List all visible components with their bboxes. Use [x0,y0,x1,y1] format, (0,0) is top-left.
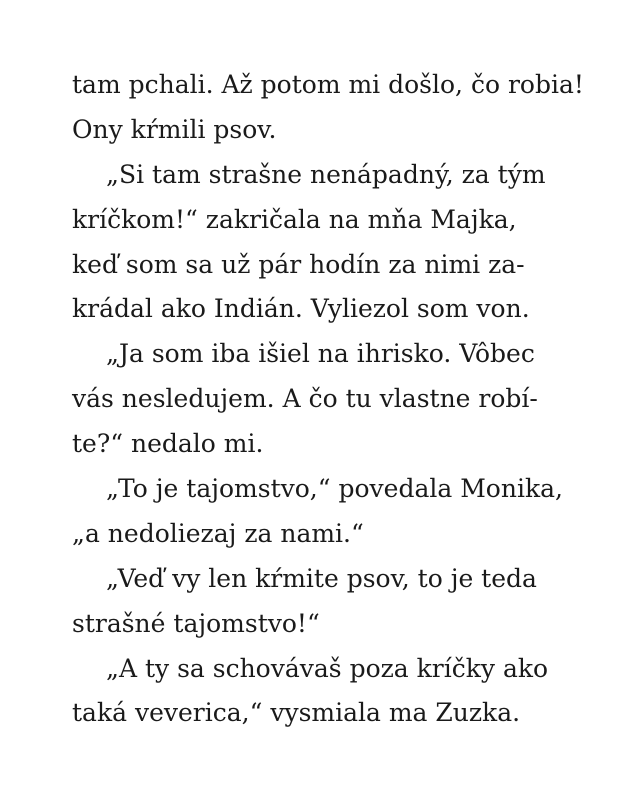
text-line: keď som sa už pár hodín za nimi za- [72,249,525,279]
text-line: „Veď vy len kŕmite psov, to je teda [106,563,537,593]
text-line: „Si tam strašne nenápadný, za tým [106,159,546,189]
text-line: „a nedoliezaj za nami.“ [72,518,364,548]
text-line: strašné tajomstvo!“ [72,608,320,638]
text-line: „A ty sa schovávaš poza kríčky ako [106,653,549,683]
text-line: taká veverica,“ vysmiala ma Zuzka. [72,698,521,728]
text-line: krádal ako Indián. Vyliezol som von. [72,294,530,324]
text-line: vás nesledujem. A čo tu vlastne robí- [72,384,538,414]
text-line: kríčkom!“ zakričala na mňa Majka, [72,204,517,234]
text-line: Ony kŕmili psov. [72,114,277,144]
story-text [72,63,592,736]
text-line: te?“ nedalo mi. [72,429,264,459]
text-line: „To je tajomstvo,“ povedala Monika, [106,474,563,504]
text-line: tam pchali. Až potom mi došlo, čo robia! [72,70,584,99]
text-line: „Ja som iba išiel na ihrisko. Vôbec [106,339,535,369]
